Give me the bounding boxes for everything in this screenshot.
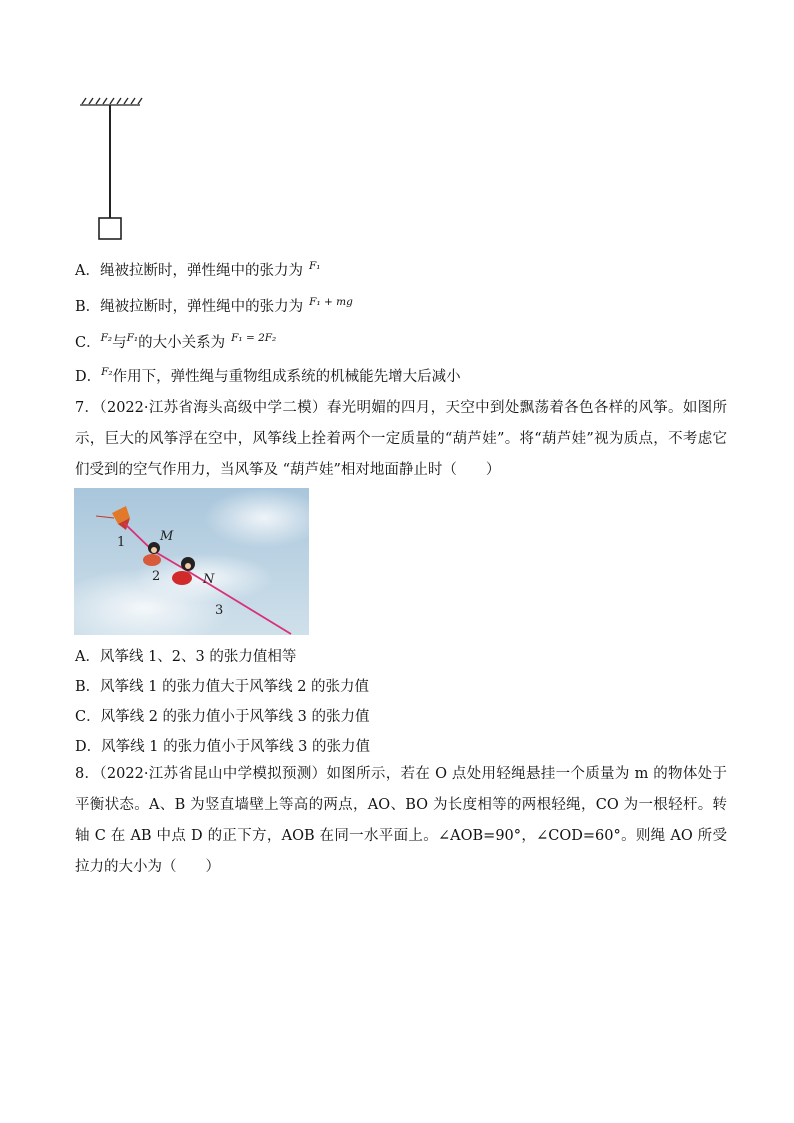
line-3-label: 3 [215, 603, 224, 618]
q6-option-c: C．$^{F_2}$与$^{F_1}$的大小关系为 $^{F_1 = 2F_2}$ [75, 332, 277, 351]
hanging-block [99, 218, 121, 239]
q7-stem: 7．（2022·江苏省海头高级中学二模）春光明媚的四月，天空中到处飘荡着各色各样的风筝。如图所示，巨大的风筝浮在空中，风筝线上拴着两个一定质量的“葫芦娃”。将“葫芦娃”视为质点，不考虑它们受到的空气作用力，当风筝及 “葫芦娃”相对地面静止时（ ） [75, 400, 727, 478]
q7-option-b: B．风筝线 1 的张力值大于风筝线 2 的张力值 [75, 679, 370, 695]
point-m-label: M [160, 529, 174, 544]
line-2-label: 2 [152, 569, 161, 584]
q7-option-d: D．风筝线 1 的张力值小于风筝线 3 的张力值 [75, 739, 371, 755]
point-n-label: N [203, 572, 215, 587]
q8-stem: 8．（2022·江苏省昆山中学模拟预测）如图所示，若在 O 点处用轻绳悬挂一个质量为 m 的物体处于平衡状态。A、B 为竖直墙壁上等高的两点，AO、BO 为长度相等的两根轻绳，CO 为一根轻杆。转轴 C 在 AB 中点 D 的正下方，AOB 在同一水平面上。∠AOB=90°，∠COD=60°。则绳 AO 所受拉力的大小为（ ） [75, 766, 727, 875]
q6-option-d: D．$^{F_2}$作用下，弹性绳与重物组成系统的机械能先增大后减小 [75, 366, 461, 385]
line-1-label: 1 [117, 535, 126, 550]
ceiling-pendulum-diagram [76, 96, 146, 244]
q7-option-a: A．风筝线 1、2、3 的张力值相等 [75, 649, 297, 665]
ceiling-hatch [80, 98, 142, 105]
q7-option-c: C．风筝线 2 的张力值小于风筝线 3 的张力值 [75, 709, 370, 725]
kite-photo [74, 488, 309, 635]
q6-option-b: B．绳被拉断时，弹性绳中的张力为 $^{F_1 + mg}$ [75, 296, 353, 315]
q6-option-a: A．绳被拉断时，弹性绳中的张力为 $^{F_1}$ [75, 260, 321, 279]
